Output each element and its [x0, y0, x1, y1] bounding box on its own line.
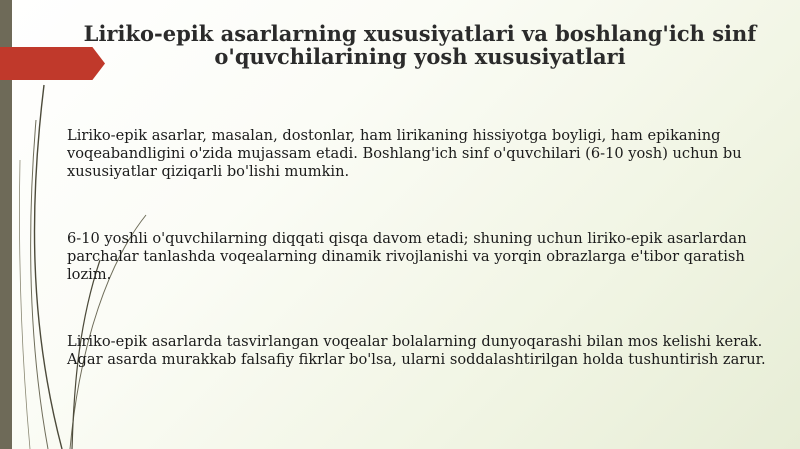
- paragraph-line: voqeabandligini o'zida mujassam etadi. Boshlang'ich sinf o'quvchilari (6-10 yosh) uchun bu: [67, 145, 742, 162]
- paragraph-attention-span: [67, 230, 767, 284]
- paragraph-line: Liriko-epik asarlar, masalan, dostonlar, ham lirikaning hissiyotga boyligi, ham epikaning: [67, 127, 721, 144]
- paragraph-line: 6-10 yoshli o'quvchilarning diqqati qisqa davom etadi; shuning uchun liriko-epik asarlardan: [67, 230, 747, 247]
- paragraph-line: parchalar tanlashda voqealarning dinamik rivojlanishi va yorqin obrazlarga e'tibor qaratish: [67, 248, 745, 265]
- paragraph-line: xususiyatlar qiziqarli bo'lishi mumkin.: [67, 163, 350, 180]
- paragraph-line: Liriko-epik asarlarda tasvirlangan voqealar bolalarning dunyoqarashi bilan mos kelishi kerak.: [67, 333, 763, 350]
- slide-title-line: o'quvchilarining yosh xususiyatlari: [214, 44, 626, 69]
- paragraph-worldview: [67, 333, 767, 369]
- slide-title: [60, 22, 780, 68]
- paragraph-lyric-epic-features: [67, 127, 767, 181]
- slide-title-line: Liriko-epik asarlarning xususiyatlari va boshlang'ich sinf: [83, 21, 757, 46]
- paragraph-line: Agar asarda murakkab falsafiy fikrlar bo'lsa, ularni soddalashtirilgan holda tushuntirish zarur.: [67, 351, 766, 368]
- paragraph-line: lozim.: [67, 266, 112, 283]
